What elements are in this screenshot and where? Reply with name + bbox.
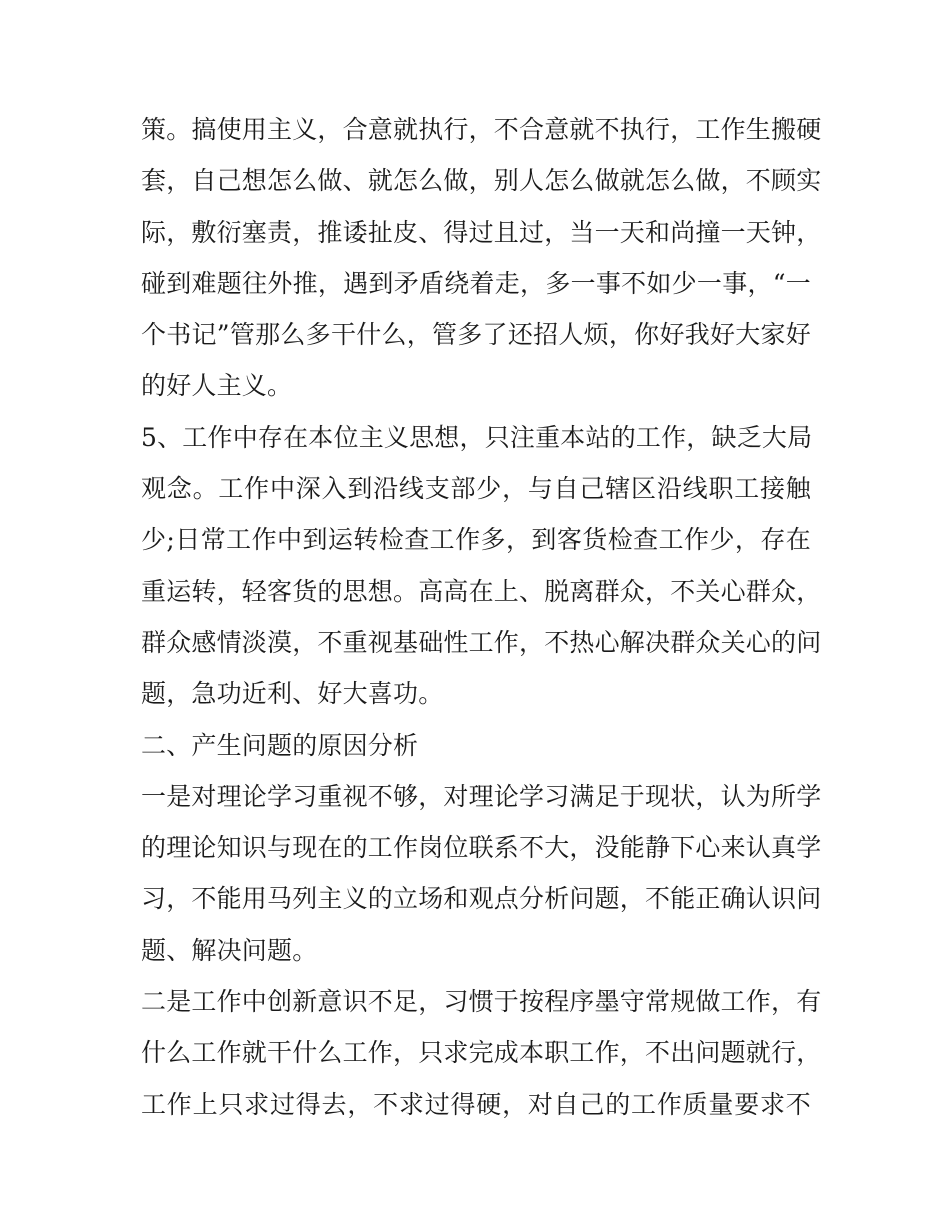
text-line: 什么工作就干什么工作，只求完成本职工作，不出问题就行， xyxy=(141,1038,822,1068)
text-line: 习，不能用马列主义的立场和观点分析问题，不能正确认识问 xyxy=(141,884,822,914)
text-line: 碰到难题往外推，遇到矛盾绕着走，多一事不如少一事，“一 xyxy=(141,268,811,298)
text-line: 重运转，轻客货的思想。高高在上、脱离群众，不关心群众， xyxy=(141,576,822,606)
text-line: 工作上只求过得去，不求过得硬，对自己的工作质量要求不 xyxy=(141,1089,811,1119)
text-line: 的理论知识与现在的工作岗位联系不大，没能静下心来认真学 xyxy=(141,833,822,863)
section-heading: 二、产生问题的原因分析 xyxy=(141,730,419,760)
text-line: 一是对理论学习重视不够，对理论学习满足于现状，认为所学 xyxy=(141,781,822,811)
text-line: 际，敷衍塞责，推诿扯皮、得过且过，当一天和尚撞一天钟， xyxy=(141,217,822,247)
text-line: 少;日常工作中到运转检查工作多，到客货检查工作少，存在 xyxy=(141,525,811,555)
text-line: 观念。工作中深入到沿线支部少，与自己辖区沿线职工接触 xyxy=(141,474,811,504)
text-line: 5、工作中存在本位主义思想，只注重本站的工作，缺乏大局 xyxy=(141,422,813,452)
text-line: 群众感情淡漠，不重视基础性工作，不热心解决群众关心的问 xyxy=(141,627,822,657)
body-text xyxy=(141,104,822,1130)
text-line: 的好人主义。 xyxy=(141,371,293,401)
text-line: 题，急功近利、好大喜功。 xyxy=(141,679,444,709)
text-line: 策。搞使用主义，合意就执行，不合意就不执行，工作生搬硬 xyxy=(141,115,822,144)
text-line: 个书记”管那么多干什么，管多了还招人烦，你好我好大家好 xyxy=(141,320,811,350)
text-line: 二是工作中创新意识不足，习惯于按程序墨守常规做工作，有 xyxy=(141,987,822,1017)
text-line: 题、解决问题。 xyxy=(141,935,318,965)
text-line: 套，自己想怎么做、就怎么做，别人怎么做就怎么做，不顾实 xyxy=(141,166,822,196)
